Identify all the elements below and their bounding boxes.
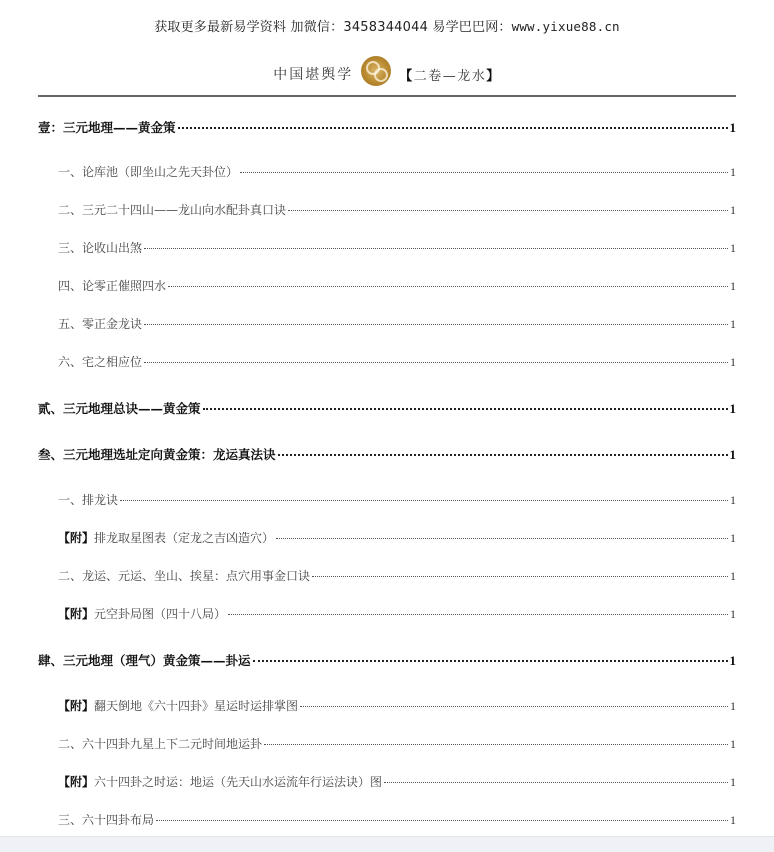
toc-entry-title <box>38 118 176 136</box>
dot-leader <box>203 408 728 410</box>
appendix-tag: 【附】 <box>58 607 95 621</box>
toc-entry-text: 叁、三元地理选址定向黄金策：龙运真法诀 <box>38 447 276 462</box>
toc-entry-text: 壹：三元地理——黄金策 <box>38 120 176 135</box>
toc-page-number: 1 <box>730 531 736 545</box>
toc-page-number: 1 <box>729 653 736 668</box>
toc-entry-title <box>38 445 276 463</box>
toc-page-number: 1 <box>730 813 736 827</box>
toc-entry-title <box>58 163 238 180</box>
toc-entry-title <box>58 773 382 790</box>
volume-name: 二卷—龙水 <box>413 68 487 84</box>
watermark-prefix: 获取更多最新易学资料 加微信： <box>154 20 344 35</box>
dot-leader <box>168 286 728 287</box>
dot-leader <box>300 706 728 707</box>
toc-chapter-entry[interactable] <box>38 399 736 417</box>
toc-entry-title <box>58 201 286 218</box>
toc-chapter-entry[interactable] <box>38 445 736 463</box>
toc-entry-title <box>58 811 154 828</box>
toc-entry-text: 四、论零正催照四水 <box>58 279 167 293</box>
page-header <box>0 58 774 90</box>
toc-entry-text: 一、排龙诀 <box>58 493 119 507</box>
toc-entry-title <box>58 697 298 714</box>
header-volume-title <box>399 65 501 84</box>
toc-page-number: 1 <box>730 241 736 255</box>
toc-page-number: 1 <box>730 317 736 331</box>
toc-entry-text: 排龙取星图表（定龙之吉凶造穴） <box>94 531 275 545</box>
toc-section-entry[interactable] <box>58 605 736 622</box>
toc-section-entry[interactable] <box>58 163 736 180</box>
dot-leader <box>278 454 728 456</box>
toc-entry-text: 五、零正金龙诀 <box>58 317 143 331</box>
toc-entry-text: 二、龙运、元运、坐山、挨星：点穴用事金口诀 <box>58 569 311 583</box>
header-rule-divider <box>38 95 736 97</box>
appendix-tag: 【附】 <box>58 699 95 713</box>
toc-entry-text: 六十四卦之时运：地运（先天山水运流年行运法诀）图 <box>94 775 383 789</box>
gold-round-emblem-icon <box>361 56 391 86</box>
dot-leader <box>178 127 728 129</box>
toc-section-entry[interactable] <box>58 735 736 752</box>
toc-section-entry[interactable] <box>58 811 736 828</box>
toc-entry-title <box>58 567 310 584</box>
toc-entry-title <box>38 399 201 417</box>
header-book-title: 中国堪舆学 <box>273 67 354 83</box>
toc-page-number: 1 <box>730 569 736 583</box>
dot-leader <box>144 324 728 325</box>
toc-section-entry[interactable] <box>58 529 736 546</box>
toc-entry-text: 二、六十四卦九星上下二元时间地运卦 <box>58 737 263 751</box>
toc-section-entry[interactable] <box>58 201 736 218</box>
toc-page-number: 1 <box>730 493 736 507</box>
toc-page-number: 1 <box>730 737 736 751</box>
dot-leader <box>264 744 728 745</box>
toc-entry-title <box>58 529 274 546</box>
toc-page-number: 1 <box>730 355 736 369</box>
toc-entry-title <box>58 315 142 332</box>
toc-entry-text: 六、宅之相应位 <box>58 355 143 369</box>
appendix-tag: 【附】 <box>58 531 95 545</box>
dot-leader <box>288 210 728 211</box>
toc-page-number: 1 <box>730 775 736 789</box>
dot-leader <box>120 500 728 501</box>
toc-page-number: 1 <box>730 165 736 179</box>
toc-entry-text: 三、论收山出煞 <box>58 241 143 255</box>
viewer-bottom-strip <box>0 836 774 852</box>
watermark-site-url: www.yixue88.cn <box>511 19 620 34</box>
appendix-tag: 【附】 <box>58 775 95 789</box>
toc-page-number: 1 <box>730 699 736 713</box>
toc-page-number: 1 <box>729 447 736 462</box>
toc-section-entry[interactable] <box>58 773 736 790</box>
toc-entry-text: 肆、三元地理（理气）黄金策——卦运 <box>38 653 251 668</box>
toc-entry-text: 翻天倒地《六十四卦》星运时运排掌图 <box>94 699 299 713</box>
bracket-close: 】 <box>486 68 501 84</box>
dot-leader <box>312 576 728 577</box>
dot-leader <box>156 820 728 821</box>
toc-section-entry[interactable] <box>58 239 736 256</box>
dot-leader <box>144 248 728 249</box>
dot-leader <box>253 660 728 662</box>
watermark-banner <box>0 16 774 35</box>
toc-section-entry[interactable] <box>58 697 736 714</box>
toc-entry-title <box>58 735 262 752</box>
toc-page-number: 1 <box>730 607 736 621</box>
dot-leader <box>384 782 728 783</box>
toc-entry-title <box>58 239 142 256</box>
toc-section-entry[interactable] <box>58 353 736 370</box>
toc-entry-title <box>58 605 226 622</box>
toc-page-number: 1 <box>729 401 736 416</box>
toc-section-entry[interactable] <box>58 277 736 294</box>
toc-page-number: 1 <box>730 279 736 293</box>
toc-entry-title <box>58 353 142 370</box>
dot-leader <box>240 172 728 173</box>
toc-entry-text: 二、三元二十四山——龙山向水配卦真口诀 <box>58 203 287 217</box>
toc-entry-text: 元空卦局图（四十八局） <box>94 607 227 621</box>
toc-section-entry[interactable] <box>58 315 736 332</box>
toc-page-number: 1 <box>730 203 736 217</box>
toc-section-entry[interactable] <box>58 491 736 508</box>
toc-entry-title <box>58 277 166 294</box>
toc-entry-title <box>58 491 118 508</box>
toc-entry-title <box>38 651 251 669</box>
dot-leader <box>228 614 728 615</box>
toc-entry-text: 一、论库池（即坐山之先天卦位） <box>58 165 239 179</box>
toc-section-entry[interactable] <box>58 567 736 584</box>
toc-page-number: 1 <box>729 120 736 135</box>
bracket-open: 【 <box>399 68 414 84</box>
dot-leader <box>144 362 728 363</box>
dot-leader <box>276 538 728 539</box>
watermark-wechat-id: 3458344044 <box>343 20 429 35</box>
toc-entry-text: 贰、三元地理总诀——黄金策 <box>38 401 201 416</box>
watermark-middle: 易学巴巴网： <box>428 20 512 35</box>
toc-chapter-entry[interactable] <box>38 651 736 669</box>
toc-entry-text: 三、六十四卦布局 <box>58 813 155 827</box>
toc-chapter-entry[interactable] <box>38 118 736 136</box>
